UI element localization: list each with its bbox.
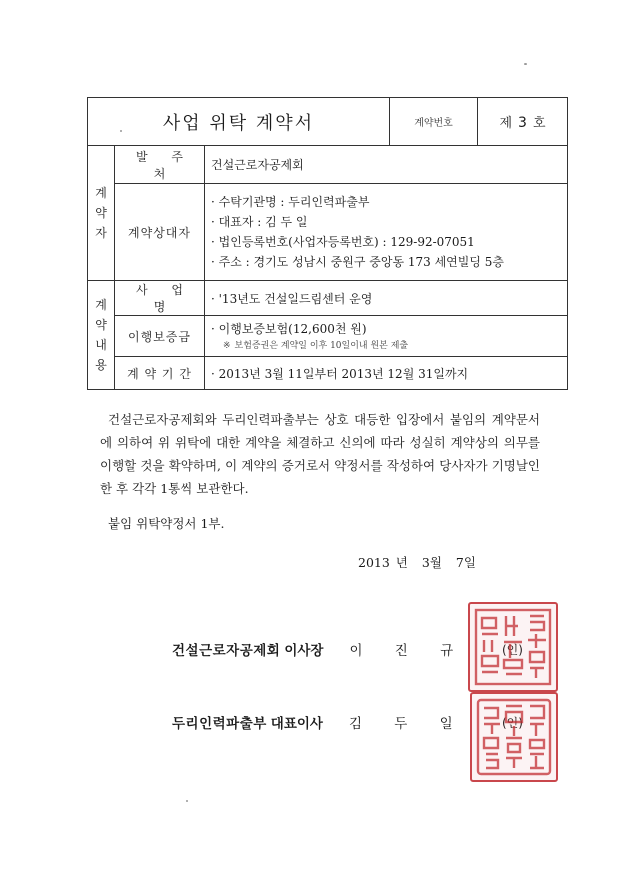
project-value: · '13년도 건설일드림센터 운영 — [205, 281, 568, 316]
signatory-org: 두리인력파출부 — [172, 716, 267, 732]
seal-pattern-icon — [472, 694, 556, 780]
document-title: 사업 위탁 계약서 — [88, 98, 390, 146]
counterparty-line: · 법인등록번호(사업자등록번호) : 129-92-07051 — [211, 235, 475, 249]
group-label-char: 약 — [95, 318, 107, 332]
scan-speck — [186, 800, 188, 802]
company-seal-stamp — [470, 692, 558, 782]
counterparty-line: · 대표자 : 김 두 일 — [211, 215, 308, 229]
contract-number-label: 계약번호 — [390, 98, 478, 146]
counterparty-line: · 주소 : 경기도 성남시 중원구 중앙동 173 세연빌딩 5층 — [211, 255, 504, 269]
guarantee-value: · 이행보증보험(12,600천 원) — [211, 322, 367, 336]
seal-mark: (인) — [502, 643, 523, 657]
project-row — [88, 281, 568, 316]
title-row — [88, 98, 568, 146]
group-label-char: 약 — [95, 206, 107, 220]
period-label: 계 약 기 간 — [115, 357, 205, 390]
signatory-role: 이사장 — [284, 643, 324, 659]
agreement-paragraph: 건설근로자공제회와 두리인력파출부는 상호 대등한 입장에서 붙임의 계약문서에 의하여 위 위탁에 대한 계약을 체결하고 신의에 따라 성실히 계약상의 의무를 이행할 것을 확약하며, 이 계약의 증거로서 약정서를 작성하여 당사자가 기명날인한 후 각각 1통씩 보관한다. — [100, 412, 540, 496]
signing-date — [358, 553, 490, 571]
contract-number-suffix: 호 — [532, 116, 546, 131]
signature-line-contractor — [172, 712, 523, 732]
seal-pattern-icon — [470, 604, 556, 690]
scan-speck — [524, 63, 527, 65]
guarantee-details — [205, 316, 568, 357]
attachment-note: 붙임 위탁약정서 1부. — [108, 516, 225, 531]
client-row — [88, 146, 568, 184]
group-label-char: 내 — [95, 338, 107, 352]
project-label: 사 업 명 — [115, 281, 205, 316]
group-label-char: 용 — [95, 358, 107, 372]
guarantee-note: 보험증권은 계약일 이후 10일이내 원본 제출 — [234, 341, 409, 351]
counterparty-line: · 수탁기관명 : 두리인력파출부 — [211, 195, 370, 209]
period-value: · 2013년 3월 11일부터 2013년 12월 31일까지 — [205, 357, 568, 390]
contract-content-group-label — [88, 281, 115, 390]
signatory-name: 김 두 일 — [348, 716, 467, 732]
guarantee-label: 이행보증금 — [115, 316, 205, 357]
counterparty-details — [205, 184, 568, 281]
contract-table — [87, 97, 568, 390]
group-label-char: 계 — [95, 298, 107, 312]
client-label: 발 주 처 — [115, 146, 205, 184]
signatory-name: 이 진 규 — [349, 643, 468, 659]
group-label-char: 자 — [95, 226, 107, 240]
counterparty-row — [88, 184, 568, 281]
counterparty-label: 계약상대자 — [115, 184, 205, 281]
date-year: 2013 년 — [358, 555, 408, 570]
guarantee-note-line — [211, 339, 567, 353]
date-month: 3월 — [421, 555, 442, 570]
period-row — [88, 357, 568, 390]
seal-mark: (인) — [502, 716, 523, 730]
contract-party-group-label — [88, 146, 115, 281]
guarantee-row — [88, 316, 568, 357]
signatory-role: 대표이사 — [270, 716, 323, 732]
note-mark: ※ — [223, 341, 231, 351]
contract-number-value: 3 — [518, 115, 527, 131]
contract-number — [478, 98, 568, 146]
scan-speck — [120, 130, 122, 132]
signature-line-client — [172, 639, 523, 659]
signatory-org: 건설근로자공제회 — [172, 643, 281, 659]
client-value: 건설근로자공제회 — [205, 146, 568, 184]
group-label-char: 계 — [95, 186, 107, 200]
contract-number-prefix: 제 — [499, 116, 513, 131]
official-seal-stamp — [468, 602, 558, 692]
date-day: 7일 — [455, 555, 476, 570]
